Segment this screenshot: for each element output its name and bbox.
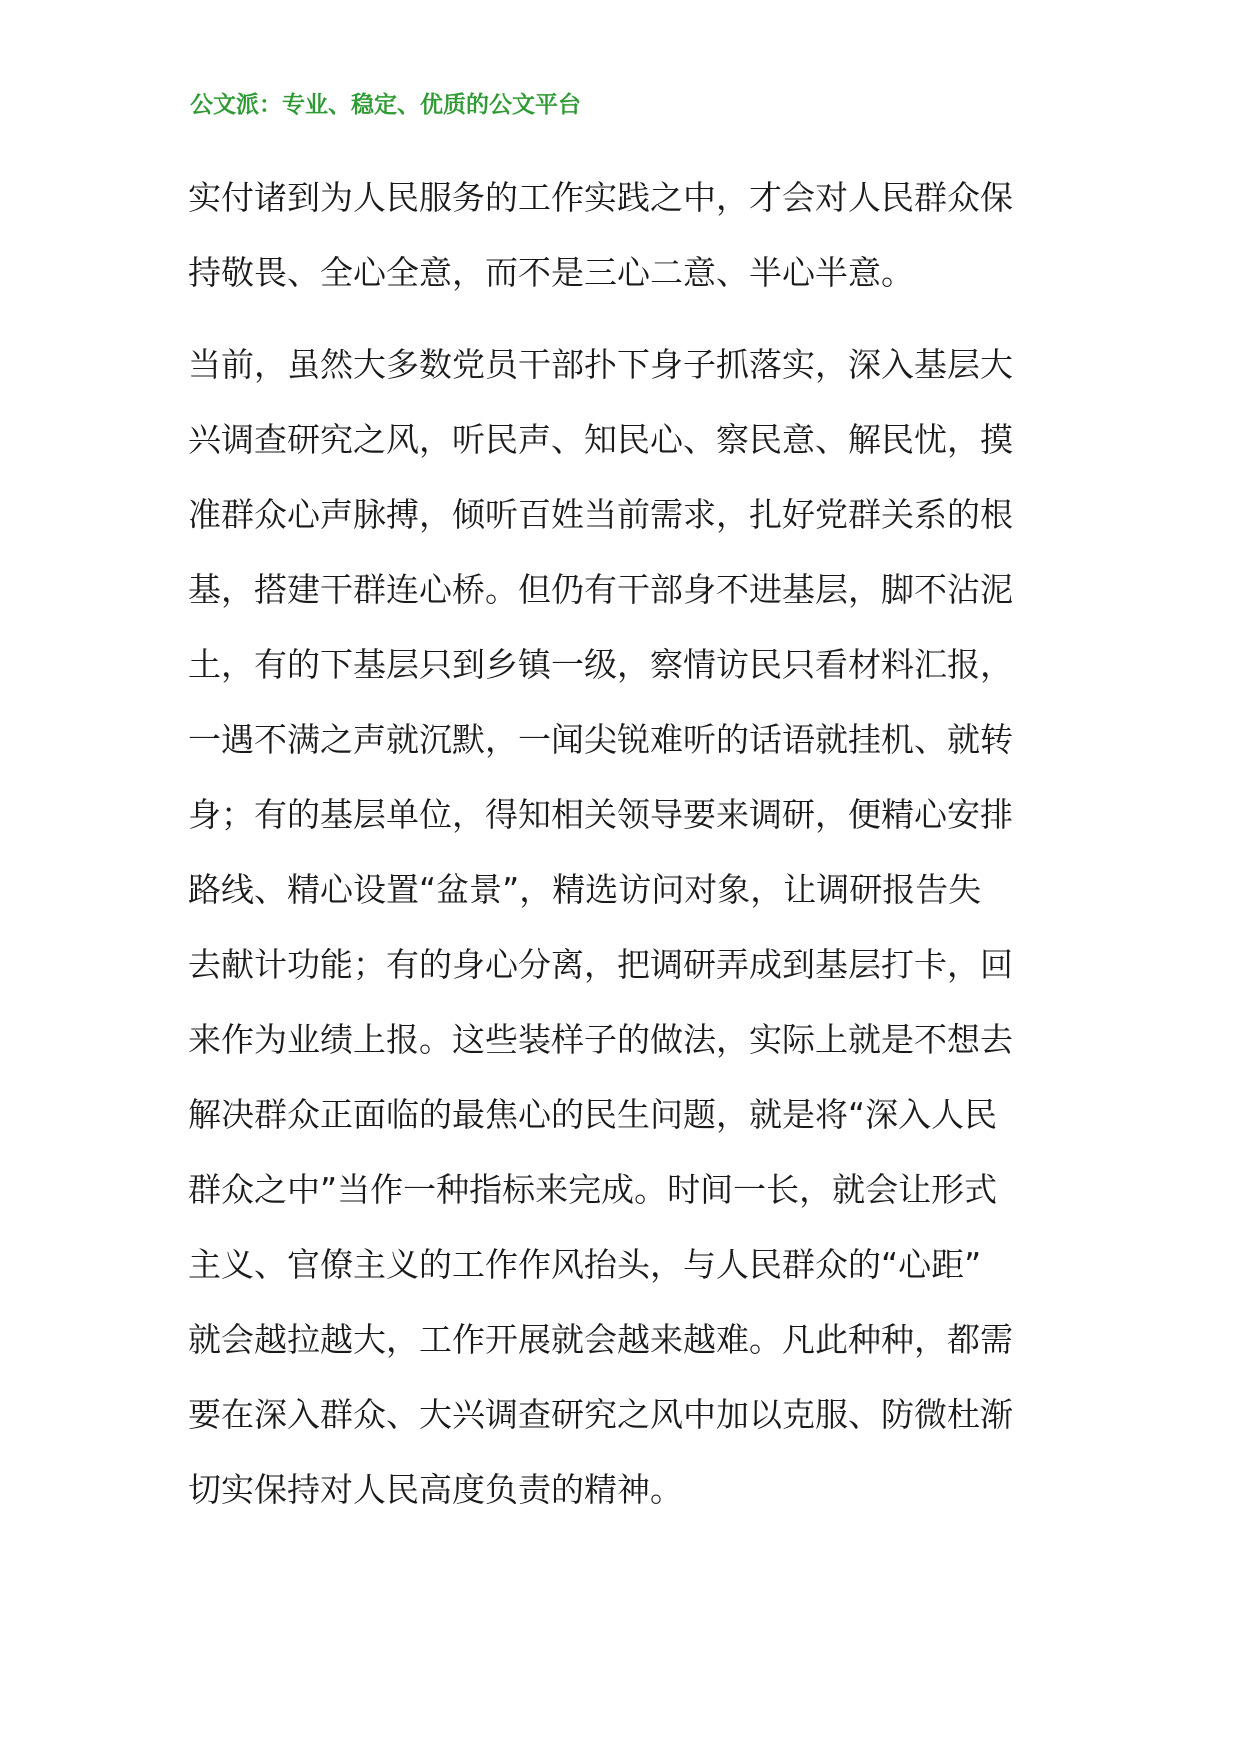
text-line: 身；有的基层单位，得知相关领导要来调研，便精心安排 xyxy=(188,795,1013,834)
text-line: 来作为业绩上报。这些装样子的做法，实际上就是不想去 xyxy=(188,1020,1013,1059)
text-line: 主义、官僚主义的工作作风抬头，与人民群众的“心距” xyxy=(188,1245,982,1284)
text-line: 群众之中”当作一种指标来完成。时间一长，就会让形式 xyxy=(188,1170,998,1209)
text-line: 一遇不满之声就沉默，一闻尖锐难听的话语就挂机、就转 xyxy=(188,720,1013,759)
text-line: 路线、精心设置“盆景”，精选访问对象，让调研报告失 xyxy=(188,870,982,909)
paragraph-1 xyxy=(188,160,1058,310)
page-header: 公文派：专业、稳定、优质的公文平台 xyxy=(190,91,581,118)
text-line: 就会越拉越大，工作开展就会越来越难。凡此种种，都需 xyxy=(188,1320,1013,1359)
text-line: 当前，虽然大多数党员干部扑下身子抓落实，深入基层大 xyxy=(188,345,1013,384)
text-line: 解决群众正面临的最焦心的民生问题，就是将“深入人民 xyxy=(188,1095,998,1134)
text-line: 持敬畏、全心全意，而不是三心二意、半心半意。 xyxy=(188,253,914,292)
text-line: 实付诸到为人民服务的工作实践之中，才会对人民群众保 xyxy=(188,178,1013,217)
text-line: 兴调查研究之风，听民声、知民心、察民意、解民忧，摸 xyxy=(188,420,1013,459)
paragraph-2 xyxy=(188,327,1058,1527)
text-line: 切实保持对人民高度负责的精神。 xyxy=(188,1470,683,1509)
text-line: 基，搭建干群连心桥。但仍有干部身不进基层，脚不沾泥 xyxy=(188,570,1013,609)
text-line: 去献计功能；有的身心分离，把调研弄成到基层打卡，回 xyxy=(188,945,1013,984)
text-line: 要在深入群众、大兴调查研究之风中加以克服、防微杜渐 xyxy=(188,1395,1013,1434)
text-line: 土，有的下基层只到乡镇一级，察情访民只看材料汇报， xyxy=(188,645,1013,684)
text-line: 准群众心声脉搏，倾听百姓当前需求，扎好党群关系的根 xyxy=(188,495,1013,534)
